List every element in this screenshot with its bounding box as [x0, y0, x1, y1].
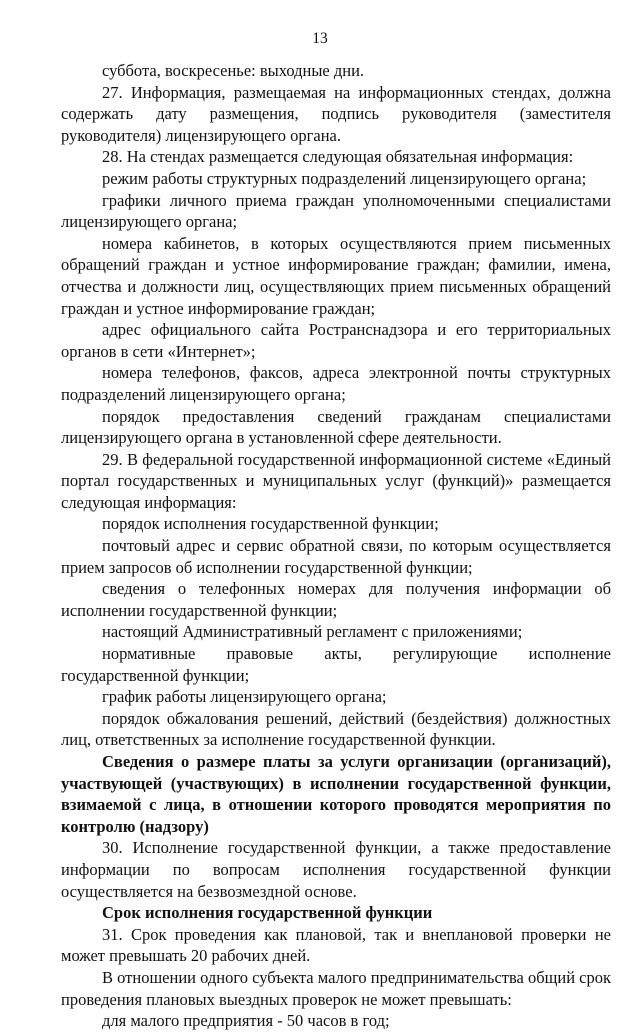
paragraph: для малого предприятия - 50 часов в год;: [102, 1011, 390, 1031]
paragraph: график работы лицензирующего органа;: [102, 687, 387, 707]
paragraph: почтовый адрес и сервис обратной связи, по которым осуществляется прием запросов об исполнении государственной функции;: [61, 536, 611, 577]
paragraph: 30. Исполнение государственной функции, а также предоставление информации по вопросам исполнения государственной функции осуществляется на безвозмездной основе.: [61, 838, 611, 901]
page-number: 13: [312, 30, 328, 47]
paragraph: порядок предоставления сведений гражданам специалистами лицензирующего органа в установленной сфере деятельности.: [61, 406, 611, 448]
paragraph: 29. В федеральной государственной информационной системе «Единый портал государственных и муниципальных услуг (функций)» размещается следующая информация:: [61, 449, 611, 512]
paragraph: нормативные правовые акты, регулирующие исполнение государственной функции;: [61, 644, 611, 685]
paragraph: суббота, воскресенье: выходные дни.: [102, 61, 365, 80]
paragraph: графики личного приема граждан уполномоченными специалистами лицензирующего органа;: [61, 190, 611, 232]
paragraph: режим работы структурных подразделений лицензирующего органа;: [102, 168, 587, 188]
paragraph: 27. Информация, размещаемая на информационных стендах, должна содержать дату размещения, подпись руководителя (заместителя руководителя) лицензирующего органа.: [61, 82, 611, 145]
paragraph: В отношении одного субъекта малого предпринимательства общий срок проведения плановых выездных проверок не может превышать:: [61, 967, 611, 1009]
section-heading: Срок исполнения государственной функции: [102, 903, 433, 923]
paragraph: настоящий Административный регламент с приложениями;: [102, 622, 523, 642]
document-body: [61, 60, 611, 1032]
paragraph: порядок исполнения государственной функции;: [102, 514, 439, 534]
paragraph: сведения о телефонных номерах для получения информации об исполнении государственной функции;: [61, 579, 611, 620]
paragraph: номера кабинетов, в которых осуществляются прием письменных обращений граждан и устное информирование граждан; фамилии, имена, отчества и должности лиц, осуществляющих прием письменных обращений граждан и устное информирование граждан;: [61, 233, 611, 318]
paragraph: 31. Срок проведения как плановой, так и внеплановой проверки не может превышать 20 рабочих дней.: [61, 924, 611, 966]
section-heading: Сведения о размере платы за услуги организации (организаций), участвующей (участвующих) в исполнении государственной функции, взимаемой с лица, в отношении которого проводятся мероприятия по контролю (надзору): [61, 752, 611, 836]
paragraph: адрес официального сайта Ространснадзора и его территориальных органов в сети «Интернет»;: [61, 320, 611, 361]
paragraph: номера телефонов, факсов, адреса электронной почты структурных подразделений лицензирующего органа;: [61, 363, 611, 404]
paragraph: 28. На стендах размещается следующая обязательная информация:: [102, 147, 574, 167]
paragraph: порядок обжалования решений, действий (бездействия) должностных лиц, ответственных за исполнение государственной функции.: [61, 708, 611, 750]
